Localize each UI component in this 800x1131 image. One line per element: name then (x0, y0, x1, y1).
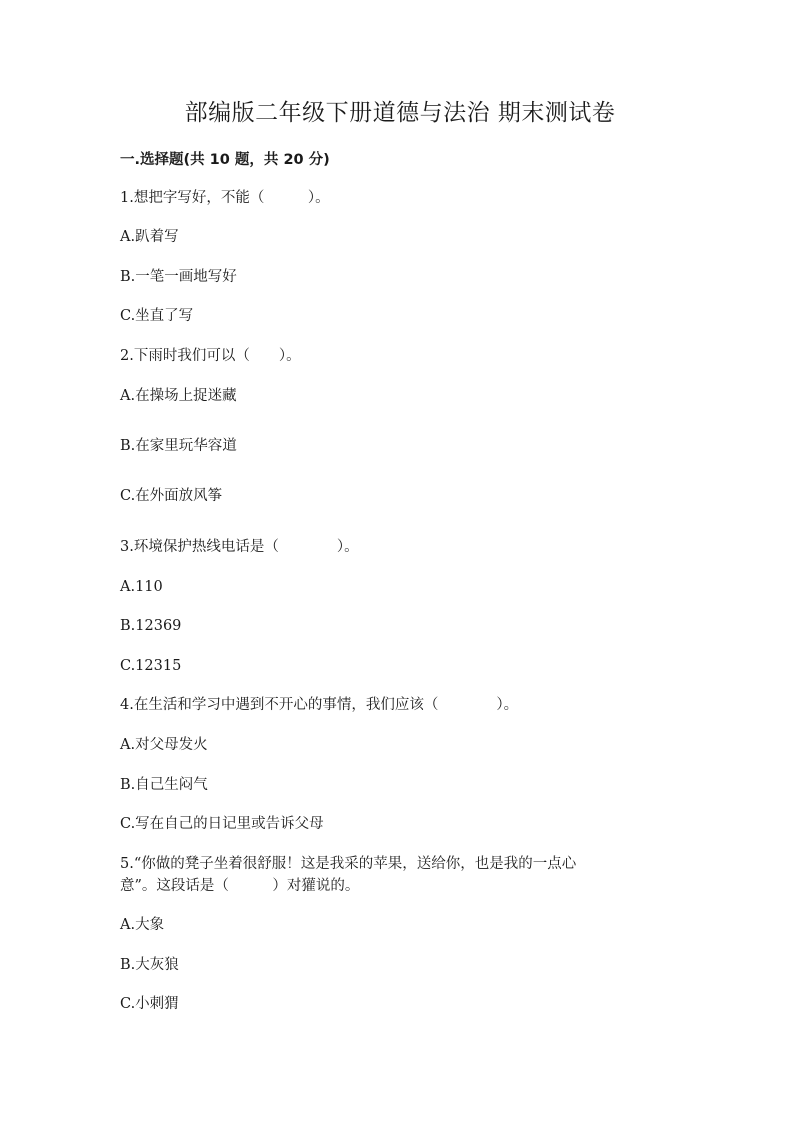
question-4-option-a: A.对父母发火 (120, 737, 208, 753)
question-5-option-a: A.大象 (120, 917, 165, 933)
question-5-stem-line-2: 意”。这段话是（ ）对獾说的。 (120, 878, 360, 894)
question-1-option-c: C.坐直了写 (120, 308, 194, 324)
question-2-option-b: B.在家里玩华容道 (120, 438, 237, 454)
question-5-option-b: B.大灰狼 (120, 957, 179, 973)
question-1-option-b: B.一笔一画地写好 (120, 269, 237, 285)
exam-title: 部编版二年级下册道德与法治 期末测试卷 (184, 100, 616, 126)
question-3-stem: 3.环境保护热线电话是（ ）。 (120, 539, 359, 555)
question-2-option-c: C.在外面放风筝 (120, 488, 223, 504)
question-2-stem: 2.下雨时我们可以（ ）。 (120, 348, 301, 364)
section-heading: 一.选择题(共 10 题，共 20 分) (120, 152, 330, 168)
question-4-stem: 4.在生活和学习中遇到不开心的事情，我们应该（ ）。 (120, 697, 519, 713)
question-3-option-b: B.12369 (120, 618, 182, 634)
question-5-stem-line-1: 5.“你做的凳子坐着很舒服！这是我采的苹果，送给你，也是我的一点心 (120, 856, 577, 872)
question-1-stem: 1.想把字写好，不能（ ）。 (120, 190, 330, 206)
question-3-option-c: C.12315 (120, 658, 182, 674)
question-3-option-a: A.110 (120, 579, 163, 595)
question-4-option-c: C.写在自己的日记里或告诉父母 (120, 816, 324, 832)
question-5-option-c: C.小刺猬 (120, 996, 179, 1012)
question-2-option-a: A.在操场上捉迷藏 (120, 388, 237, 404)
question-4-option-b: B.自己生闷气 (120, 777, 208, 793)
question-1-option-a: A.趴着写 (120, 229, 179, 245)
